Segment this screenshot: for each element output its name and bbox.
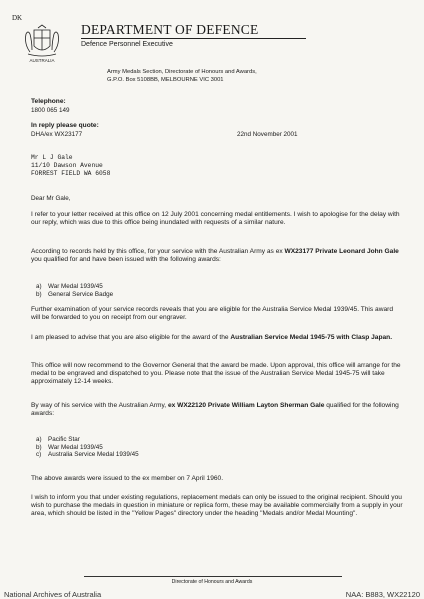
list-item: c) Australia Service Medal 1939/45: [36, 451, 139, 459]
list-item: b) War Medal 1939/45: [36, 443, 103, 451]
archive-name: National Archives of Australia: [4, 590, 102, 599]
paragraph-7: The above awards were issued to the ex member on 7 April 1960.: [31, 475, 224, 482]
list-item: a) War Medal 1939/45: [36, 283, 103, 290]
recipient-town: FORREST FIELD WA 6058: [31, 170, 111, 177]
paragraph-4: I am pleased to advise that you are also eligible for the award of the Australian Service Medal 1945-75 with Clasp Japan.: [31, 334, 393, 341]
address-line-2: G.P.O. Box 5108BB, MELBOURNE VIC 3001: [107, 77, 224, 83]
paragraph-6: By way of his service with the Australian Army, ex WX22120 Private William Layton Sherman Gale qualified for the following awards:: [31, 402, 399, 418]
paragraph-1: I refer to your letter received at this office on 12 July 2001 concerning medal entitlements. I wish to apologise for the delay with our reply, which was due to this office being inundated with requests of a similar nature.: [31, 211, 400, 227]
salutation: Dear Mr Gale,: [31, 195, 71, 202]
paragraph-5: This office will now recommend to the Governor General that the award be made. Upon approval, this office will arrange for the medal to be engraved and dispatched to you. Please note that the issue of the Australian Service Medal 1945-75 will take approximately 12-14 weeks.: [31, 362, 401, 386]
awards-list-1: [36, 283, 113, 298]
paragraph-2: According to records held by this office, for your service with the Australian Army as ex WX23177 Private Leonard John Gale you qualified for and have been issued with the following awards:: [31, 248, 399, 264]
executive-name: Defence Personnel Executive: [81, 41, 173, 48]
letter-date: 22nd November 2001: [237, 131, 298, 138]
footer-directorate: Directorate of Honours and Awards: [171, 579, 253, 585]
telephone-label: Telephone:: [31, 98, 66, 105]
coat-of-arms-icon: [10, 24, 74, 64]
recipient-street: 11/10 Dawson Avenue: [31, 162, 103, 169]
header-rule: [81, 38, 306, 39]
recipient-name: Mr L J Gale: [31, 154, 73, 161]
address-line-1: Army Medals Section, Directorate of Honours and Awards,: [107, 69, 257, 75]
reference-number: DHA/ex WX23177: [31, 131, 83, 138]
list-item: a) Pacific Star: [36, 436, 80, 443]
paragraph-3: Further examination of your service records reveals that you are eligible for the Australia Service Medal 1939/45. This award will be forwarded to you on receipt from our engraver.: [31, 306, 393, 322]
list-item: b) General Service Badge: [36, 290, 114, 298]
reply-label: In reply please quote:: [31, 122, 99, 129]
file-code: DK: [12, 14, 23, 22]
footer-rule: [84, 576, 342, 577]
paragraph-8: I wish to inform you that under existing regulations, replacement medals can only be issued to the original recipient. Should you wish to purchase the medals in question in miniature or replica form, these may be available commercially from a supply in your area, which should be listed in the "Yellow Pages" directory under the heading "Medals and/or Medal Mounting".: [31, 494, 403, 518]
archive-reference: NAA: B883, WX22120: [345, 590, 420, 599]
crest-caption: AUSTRALIA: [29, 58, 55, 63]
telephone-number: 1800 065 149: [31, 107, 70, 114]
awards-list-2: [36, 436, 139, 459]
department-title: DEPARTMENT OF DEFENCE: [81, 22, 259, 37]
